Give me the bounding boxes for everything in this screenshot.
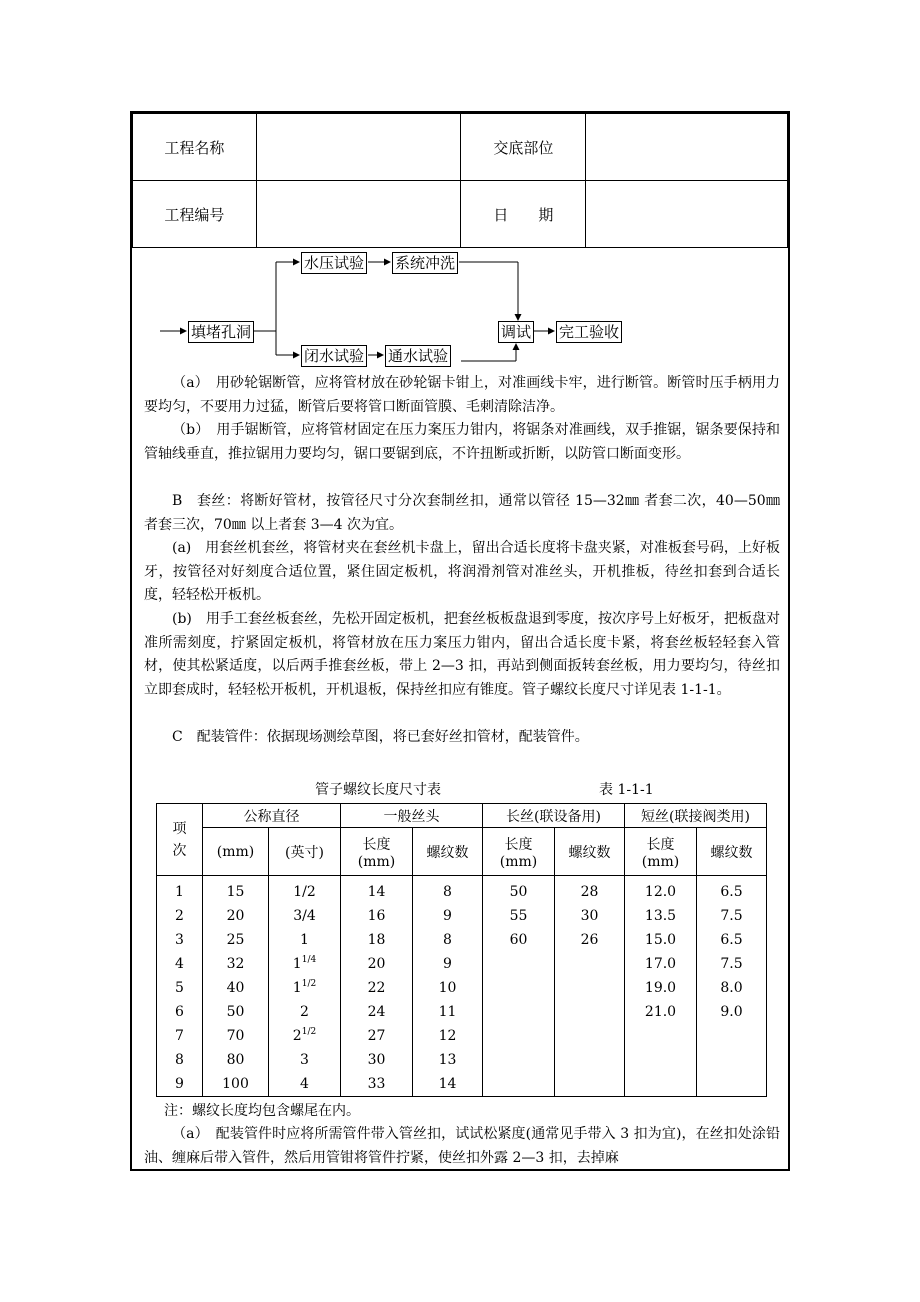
cell-short-length: 12.0 <box>625 876 697 905</box>
cell-long-turns <box>555 1048 625 1072</box>
table-row <box>157 952 767 976</box>
cell-no: 9 <box>157 1072 203 1097</box>
cell-general-length: 16 <box>341 904 413 928</box>
cell-no: 5 <box>157 976 203 1000</box>
cell-long-length: 55 <box>483 904 555 928</box>
project-no-field[interactable] <box>256 181 461 248</box>
cell-general-length: 20 <box>341 952 413 976</box>
table-row <box>157 904 767 928</box>
paragraph-C: C 配装管件：依据现场测绘草图，将已套好丝扣管材，配装管件。 <box>172 729 589 745</box>
cell-short-length: 15.0 <box>625 928 697 952</box>
cell-mm: 100 <box>203 1072 269 1097</box>
cell-general-turns: 8 <box>413 876 483 905</box>
cell-inch: $1^{1/4}$ <box>269 952 341 976</box>
cell-no: 3 <box>157 928 203 952</box>
cell-no: 6 <box>157 1000 203 1024</box>
cell-inch: $2^{1/2}$ <box>269 1024 341 1048</box>
cell-short-length: 13.5 <box>625 904 697 928</box>
cell-general-turns: 8 <box>413 928 483 952</box>
th-short: 短丝(联接阀类用) <box>625 804 767 828</box>
flow-water-pass-test: 通水试验 <box>385 345 451 367</box>
cell-short-turns: 9.0 <box>697 1000 767 1024</box>
cell-short-turns: 6.5 <box>697 928 767 952</box>
cell-inch: 1/2 <box>269 876 341 905</box>
cell-short-turns <box>697 1072 767 1097</box>
cell-inch: 3/4 <box>269 904 341 928</box>
cell-long-length <box>483 976 555 1000</box>
thread-length-table <box>156 803 767 1097</box>
cell-short-turns: 8.0 <box>697 976 767 1000</box>
paragraph-a3: （a） 配装管件时应将所需管件带入管丝扣，试试松紧度(通常见手带入 3 扣为宜)，在丝扣处涂铅油、缠麻后带入管件，然后用管钳将管件拧紧，使丝扣外露 2—3 扣，去掉麻 <box>144 1126 780 1166</box>
cell-inch: 4 <box>269 1072 341 1097</box>
paragraph-a2: (a) 用套丝机套丝，将管材夹在套丝机卡盘上，留出合适长度将卡盘夹紧，对准板套号码，上好板牙，按管径对好刻度合适位置，紧住固定板机，将润滑剂管对准丝头，开机推板，待丝扣套到合适长度，轻轻松开板机。 <box>144 540 780 603</box>
project-no-label: 工程编号 <box>133 181 257 248</box>
cell-long-turns: 26 <box>555 928 625 952</box>
flow-system-flush: 系统冲洗 <box>392 252 458 274</box>
date-label: 日 期 <box>461 181 586 248</box>
cell-short-length <box>625 1048 697 1072</box>
cell-long-turns <box>555 1000 625 1024</box>
cell-short-length: 21.0 <box>625 1000 697 1024</box>
project-name-field[interactable] <box>256 114 461 181</box>
flow-closed-water-test: 闭水试验 <box>301 345 367 367</box>
cell-short-turns <box>697 1024 767 1048</box>
cell-no: 8 <box>157 1048 203 1072</box>
th-inch: (英寸) <box>269 828 341 876</box>
cell-inch: 2 <box>269 1000 341 1024</box>
header-table <box>132 113 788 248</box>
th-long: 长丝(联设备用) <box>483 804 625 828</box>
date-field[interactable] <box>586 181 788 248</box>
cell-general-length: 24 <box>341 1000 413 1024</box>
table-title: 管子螺纹长度尺寸表 <box>315 782 441 798</box>
cell-long-turns <box>555 1072 625 1097</box>
paragraph-b2: (b) 用手工套丝板套丝，先松开固定板机，把套丝板板盘退到零度，按次序号上好板牙，把板盘对准所需刻度，拧紧固定板机，将管材放在压力案压力钳内，留出合适长度卡紧，将套丝板轻轻套入管材，使其松紧适度，以后两手推套丝板，带上 2—3 扣，再站到侧面扳转套丝板，用力要均匀，待丝扣立即套成时，轻轻松开板机，开机退板，保持丝扣应有锥度。管子螺纹长度尺寸详见表 1-1-1。 <box>144 611 780 698</box>
cell-short-turns: 6.5 <box>697 876 767 905</box>
table-row <box>157 1024 767 1048</box>
cell-mm: 15 <box>203 876 269 905</box>
flow-acceptance: 完工验收 <box>556 321 622 343</box>
cell-inch: 3 <box>269 1048 341 1072</box>
cell-no: 1 <box>157 876 203 905</box>
table-row <box>157 1072 767 1097</box>
cell-short-turns <box>697 1048 767 1072</box>
cell-general-turns: 9 <box>413 952 483 976</box>
th-long-turns: 螺纹数 <box>555 828 625 876</box>
cell-general-turns: 14 <box>413 1072 483 1097</box>
table-row <box>157 1048 767 1072</box>
cell-no: 4 <box>157 952 203 976</box>
th-general: 一般丝头 <box>341 804 483 828</box>
paragraph-a1: （a） 用砂轮锯断管，应将管材放在砂轮锯卡钳上，对准画线卡牢，进行断管。断管时压手柄用力要均匀，不要用力过猛，断管后要将管口断面管膜、毛刺清除洁净。 <box>144 375 780 415</box>
cell-long-length: 60 <box>483 928 555 952</box>
cell-inch: 1 <box>269 928 341 952</box>
cell-short-length <box>625 1024 697 1048</box>
cell-long-length <box>483 952 555 976</box>
cell-general-length: 27 <box>341 1024 413 1048</box>
cell-general-length: 33 <box>341 1072 413 1097</box>
cell-general-turns: 12 <box>413 1024 483 1048</box>
content-area <box>132 247 788 1171</box>
disclosure-form <box>130 111 790 1171</box>
flow-connectors <box>132 247 788 377</box>
cell-general-turns: 9 <box>413 904 483 928</box>
th-mm: (mm) <box>203 828 269 876</box>
th-short-turns: 螺纹数 <box>697 828 767 876</box>
table-row <box>157 928 767 952</box>
cell-mm: 32 <box>203 952 269 976</box>
th-nominal: 公称直径 <box>203 804 341 828</box>
cell-long-length <box>483 1048 555 1072</box>
th-general-length: 长度 (mm) <box>341 828 413 876</box>
th-short-length: 长度 (mm) <box>625 828 697 876</box>
th-general-turns: 螺纹数 <box>413 828 483 876</box>
cell-mm: 50 <box>203 1000 269 1024</box>
cell-mm: 25 <box>203 928 269 952</box>
cell-inch: $1^{1/2}$ <box>269 976 341 1000</box>
table-row <box>157 1000 767 1024</box>
th-item: 项次 <box>157 804 203 876</box>
cell-general-length: 14 <box>341 876 413 905</box>
cell-long-turns <box>555 952 625 976</box>
cell-general-length: 30 <box>341 1048 413 1072</box>
location-field[interactable] <box>586 114 788 181</box>
cell-long-turns: 30 <box>555 904 625 928</box>
cell-general-turns: 10 <box>413 976 483 1000</box>
table-number: 表 1-1-1 <box>599 782 654 798</box>
flow-debug: 调试 <box>498 321 534 343</box>
cell-short-length: 19.0 <box>625 976 697 1000</box>
cell-long-length <box>483 1000 555 1024</box>
cell-no: 2 <box>157 904 203 928</box>
cell-short-turns: 7.5 <box>697 904 767 928</box>
cell-short-turns: 7.5 <box>697 952 767 976</box>
th-long-length: 长度 (mm) <box>483 828 555 876</box>
flow-pressure-test: 水压试验 <box>301 252 367 274</box>
cell-long-turns <box>555 976 625 1000</box>
cell-general-length: 18 <box>341 928 413 952</box>
cell-short-length <box>625 1072 697 1097</box>
cell-long-turns <box>555 1024 625 1048</box>
cell-general-turns: 11 <box>413 1000 483 1024</box>
flow-fill-holes: 填堵孔洞 <box>188 321 254 343</box>
paragraph-B: B 套丝：将断好管材，按管径尺寸分次套制丝扣，通常以管径 15—32㎜ 者套二次，40—50㎜ 者套三次，70㎜ 以上者套 3—4 次为宜。 <box>144 493 780 533</box>
cell-long-length: 50 <box>483 876 555 905</box>
paragraph-b1: （b） 用手锯断管，应将管材固定在压力案压力钳内，将锯条对准画线，双手推锯，锯条要保持和管轴线垂直，推拉锯用力要均匀，锯口要锯到底，不许扭断或折断，以防管口断面变形。 <box>144 422 780 462</box>
cell-no: 7 <box>157 1024 203 1048</box>
cell-long-turns: 28 <box>555 876 625 905</box>
cell-long-length <box>483 1024 555 1048</box>
table-row <box>157 876 767 905</box>
cell-mm: 40 <box>203 976 269 1000</box>
cell-mm: 20 <box>203 904 269 928</box>
table-row <box>157 976 767 1000</box>
cell-mm: 70 <box>203 1024 269 1048</box>
cell-general-turns: 13 <box>413 1048 483 1072</box>
cell-long-length <box>483 1072 555 1097</box>
table-note: 注：螺纹长度均包含螺尾在内。 <box>164 1103 360 1119</box>
project-name-label: 工程名称 <box>133 114 257 181</box>
location-label: 交底部位 <box>461 114 586 181</box>
cell-short-length: 17.0 <box>625 952 697 976</box>
cell-mm: 80 <box>203 1048 269 1072</box>
cell-general-length: 22 <box>341 976 413 1000</box>
